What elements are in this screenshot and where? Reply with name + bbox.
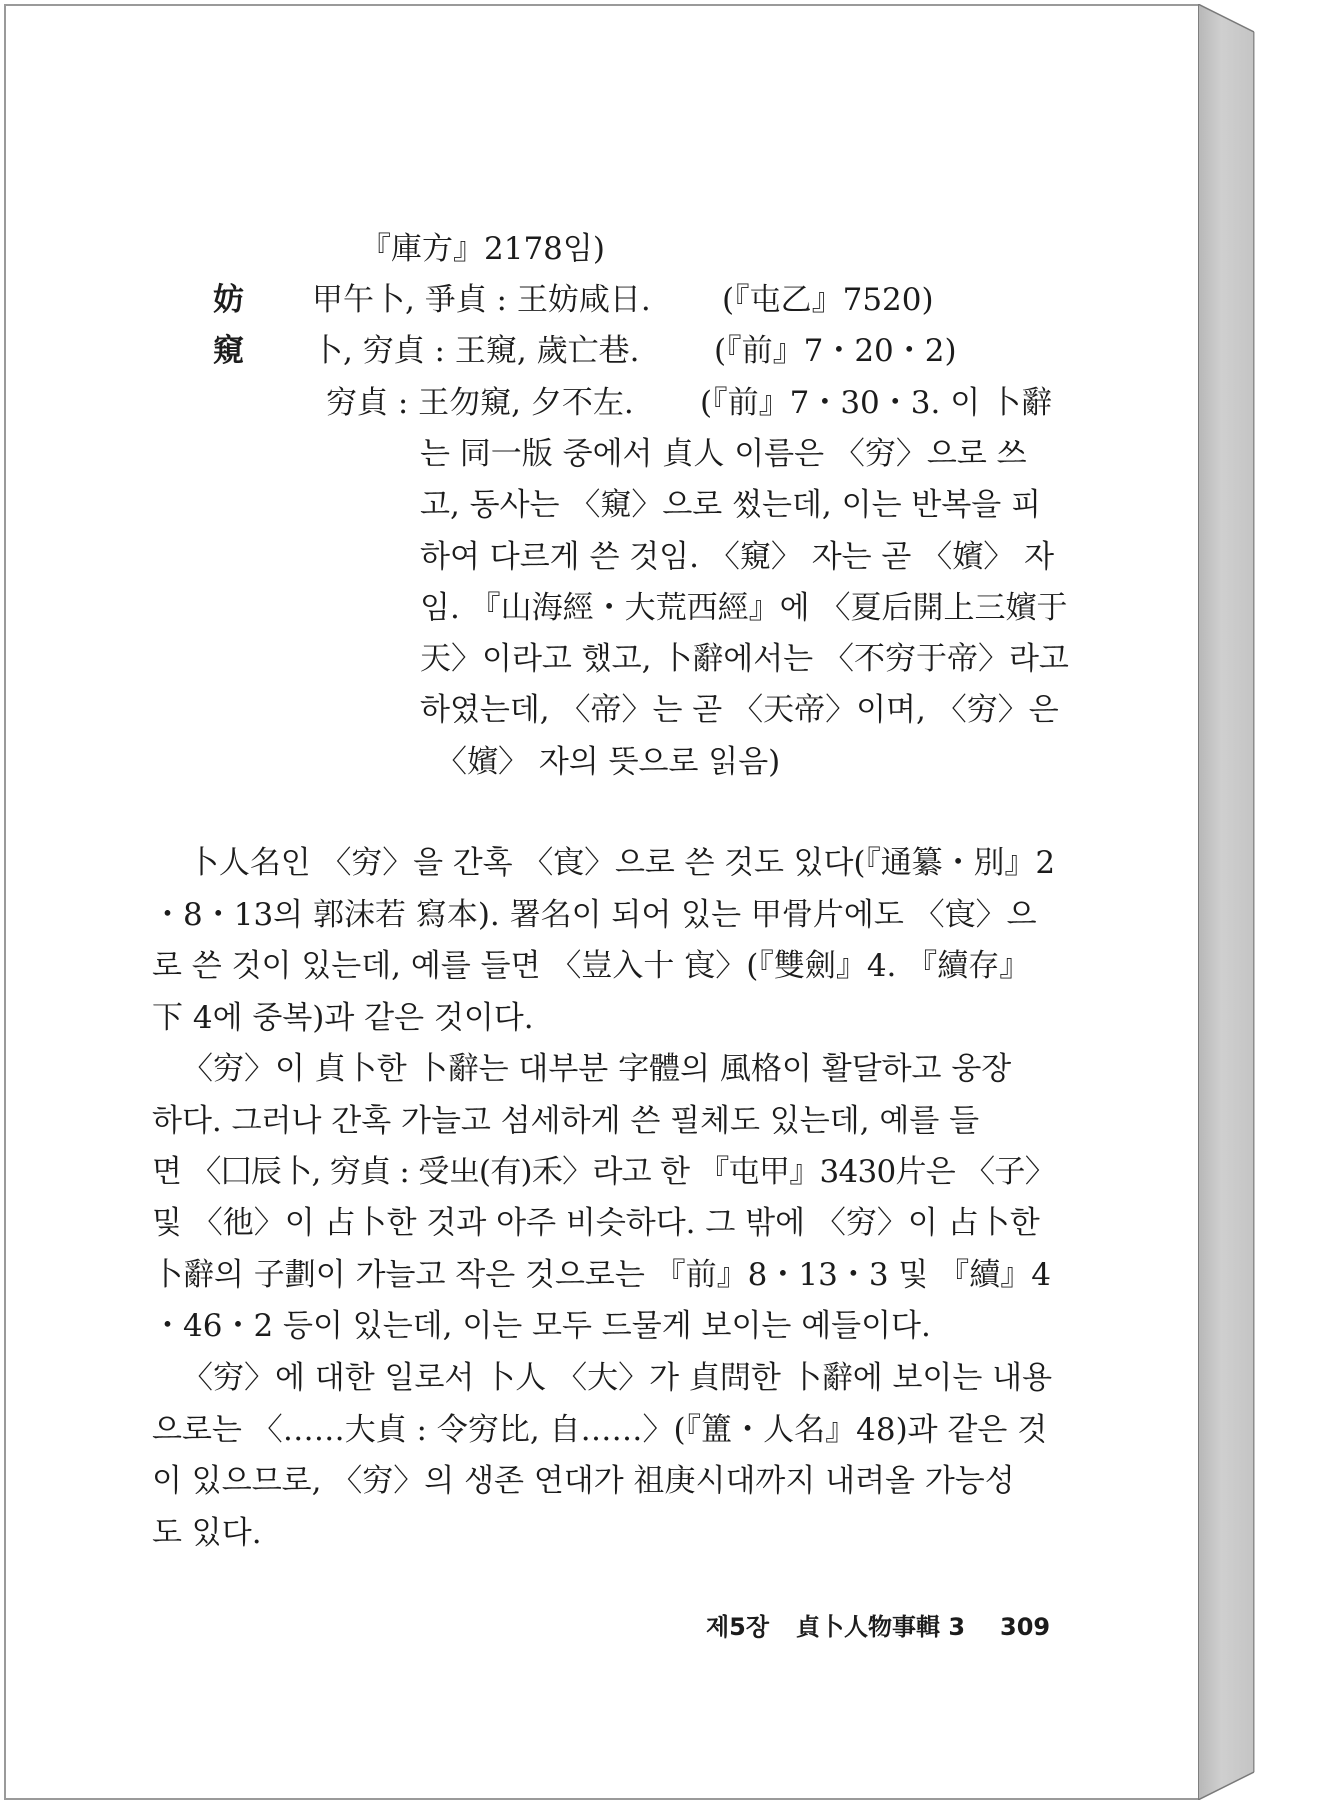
entry-ref-2: (『前』7・20・2): [714, 333, 957, 369]
note-line-5: 天〉이라고 했고, 卜辭에서는 〈不穷于帝〉라고: [420, 641, 1069, 677]
page-number: 309: [1000, 1613, 1051, 1641]
para1-line-3: 로 쓴 것이 있는데, 예를 들면 〈豈入十 㝗〉(『雙劍』4. 『續存』: [152, 948, 1031, 984]
note-line-1: 는 同一版 중에서 貞人 이름은 〈穷〉으로 쓰: [420, 436, 1027, 472]
para1-line-1: 卜人名인 〈穷〉을 간혹 〈㝗〉으로 쓴 것도 있다(『通纂・別』2: [188, 845, 1055, 881]
para3-line-1: 〈穷〉에 대한 일로서 卜人 〈大〉가 貞問한 卜辭에 보이는 내용: [182, 1360, 1053, 1396]
note-line-3: 하여 다르게 쓴 것임. 〈窺〉 자는 곧 〈嬪〉 자: [420, 539, 1055, 575]
note-first-ref: (『前』7・30・3. 이 卜辭: [700, 385, 1052, 421]
para2-line-6: ・46・2 등이 있는데, 이는 모두 드물게 보이는 예들이다.: [152, 1308, 931, 1344]
note-line-6: 하였는데, 〈帝〉는 곧 〈天帝〉이며, 〈穷〉은: [420, 692, 1059, 728]
para2-line-2: 하다. 그러나 간혹 가늘고 섬세하게 쓴 필체도 있는데, 예를 들: [152, 1103, 980, 1139]
note-line-7: 〈嬪〉 자의 뜻으로 읽음): [436, 744, 781, 780]
entry-ref-1: (『屯乙』7520): [722, 282, 934, 318]
entry-char-1: 妨: [213, 282, 244, 318]
entry-text-1: 甲午卜, 爭貞 : 王妨咸日.: [312, 282, 651, 318]
para2-line-5: 卜辭의 子劃이 가늘고 작은 것으로는 『前』8・13・3 및 『續』4: [152, 1257, 1051, 1293]
para3-line-4: 도 있다.: [152, 1515, 262, 1551]
note-line-4: 임. 『山海經・大荒西經』에 〈夏后開上三嬪于: [420, 590, 1068, 626]
footer-title: 貞卜人物事輯 3: [796, 1613, 966, 1641]
para2-line-3: 면 〈囗辰卜, 穷貞 : 受㞢(有)禾〉라고 한 『屯甲』3430片은 〈子〉: [152, 1154, 1055, 1190]
note-line-2: 고, 동사는 〈窺〉으로 썼는데, 이는 반복을 피: [420, 487, 1042, 523]
page-edge: [1198, 4, 1255, 1800]
entry-char-2: 窺: [213, 333, 244, 369]
note-first-line: 穷貞 : 王勿窺, 夕不左.: [326, 385, 634, 421]
para1-line-4: 下 4에 중복)과 같은 것이다.: [152, 1000, 534, 1036]
para2-line-4: 및 〈彵〉이 占卜한 것과 아주 비슷하다. 그 밖에 〈穷〉이 占卜한: [152, 1205, 1040, 1241]
top-continuation: 『庫方』2178임): [360, 231, 605, 267]
footer-chapter: 제5장: [706, 1613, 770, 1641]
para1-line-2: ・8・13의 郭沫若 寫本). 署名이 되어 있는 甲骨片에도 〈㝗〉으: [152, 897, 1037, 933]
para3-line-2: 으로는 〈……大貞 : 令穷比, 自……〉(『簠・人名』48)과 같은 것: [152, 1412, 1048, 1448]
para3-line-3: 이 있으므로, 〈穷〉의 생존 연대가 祖庚시대까지 내려올 가능성: [152, 1463, 1015, 1499]
entry-text-2: 卜, 穷貞 : 王窺, 歲亡巷.: [312, 333, 640, 369]
para2-line-1: 〈穷〉이 貞卜한 卜辭는 대부분 字體의 風格이 활달하고 웅장: [182, 1051, 1012, 1087]
